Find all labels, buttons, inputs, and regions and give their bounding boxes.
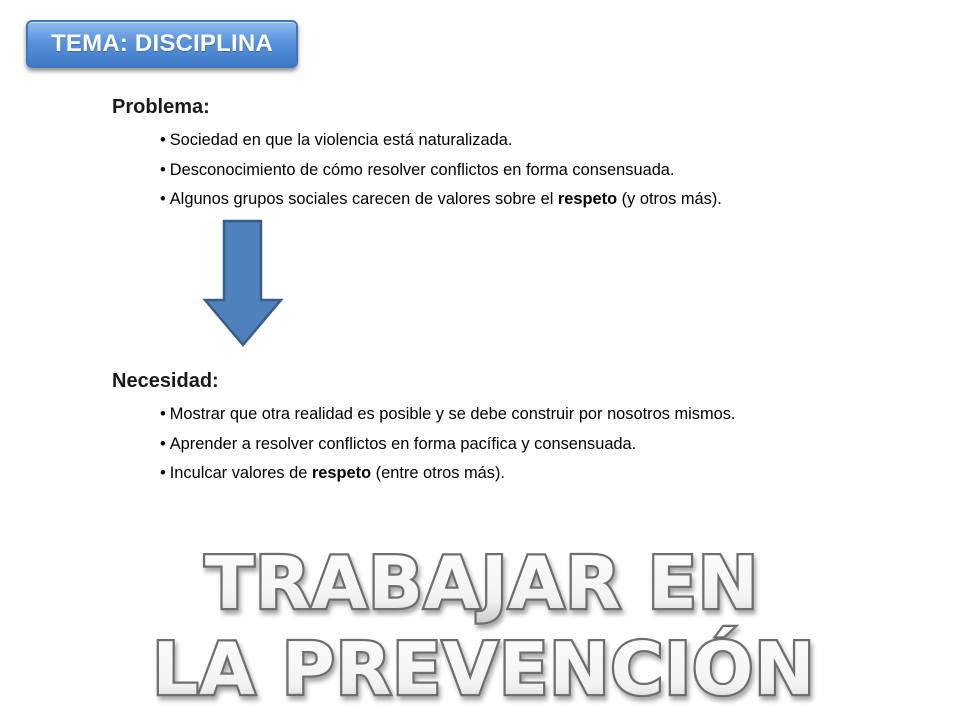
bullet-icon: •	[160, 131, 166, 149]
list-item: • Sociedad en que la violencia está naturalizada.	[160, 126, 952, 156]
need-list	[112, 400, 952, 489]
slogan-line-2: LA PREVENCIÓN	[152, 627, 816, 711]
bullet-icon: •	[160, 160, 166, 179]
problem-section	[112, 94, 952, 215]
need-heading: Necesidad:	[112, 370, 219, 392]
problem-list	[112, 126, 952, 215]
list-item: • Algunos grupos sociales carecen de valores sobre el respeto (y otros más).	[160, 185, 952, 215]
list-item: • Mostrar que otra realidad es posible y se debe construir por nosotros mismos.	[160, 400, 952, 430]
bullet-icon: •	[160, 434, 166, 453]
topic-badge	[26, 20, 298, 68]
slogan	[0, 526, 960, 712]
bullet-icon: •	[160, 464, 166, 482]
problem-heading: Problema:	[112, 96, 210, 118]
topic-badge-label: TEMA: DISCIPLINA	[51, 30, 273, 57]
slogan-line-1: TRABAJAR EN	[204, 541, 760, 625]
list-item: • Desconocimiento de cómo resolver conflictos en forma consensuada.	[160, 156, 952, 186]
need-section	[112, 368, 952, 489]
slogan-wordart	[0, 526, 960, 712]
list-item: • Inculcar valores de respeto (entre otros más).	[160, 459, 952, 489]
bullet-icon: •	[160, 190, 166, 208]
down-arrow-icon	[202, 218, 284, 348]
bullet-icon: •	[160, 405, 166, 423]
list-item: • Aprender a resolver conflictos en forma pacífica y consensuada.	[160, 430, 952, 460]
